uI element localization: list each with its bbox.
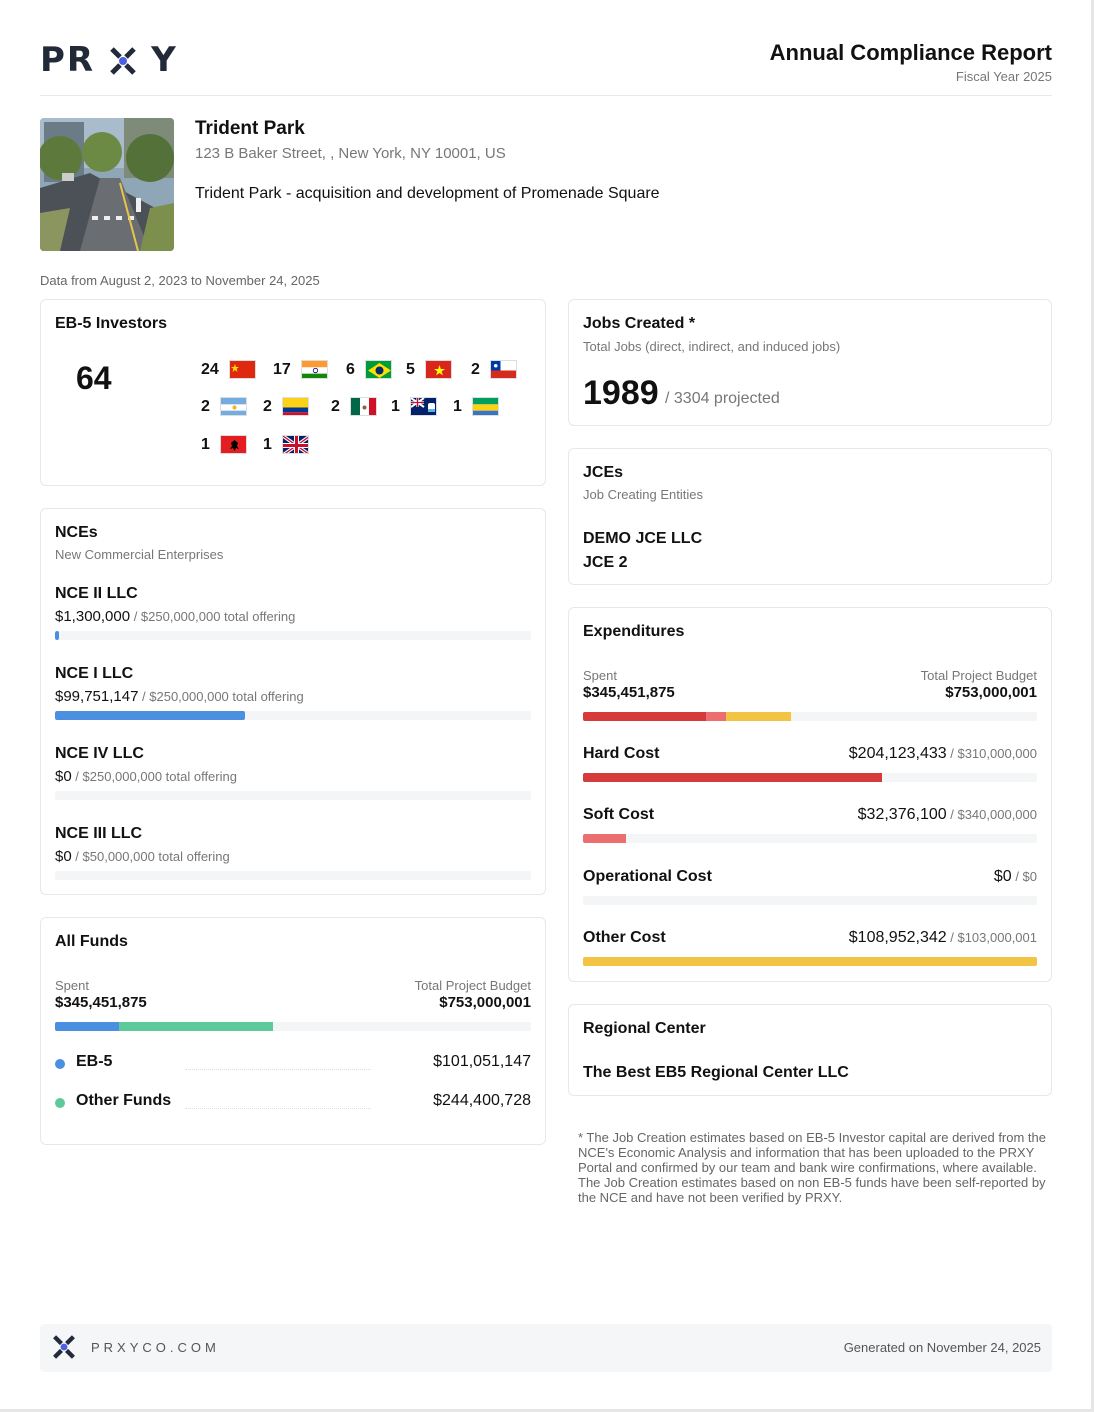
jces-title: JCEs xyxy=(583,464,624,481)
investor-count: 1 xyxy=(453,397,462,415)
gabon-flag xyxy=(472,397,499,416)
investor-country-item xyxy=(201,435,247,454)
brazil-flag xyxy=(365,360,392,379)
nce-amount-line xyxy=(55,688,304,705)
all-funds-progress-bar xyxy=(55,1022,531,1031)
project-description: Trident Park - acquisition and development of Promenade Square xyxy=(195,185,660,202)
cost-category-name: Hard Cost xyxy=(583,745,660,762)
fiscal-year: Fiscal Year 2025 xyxy=(955,69,1052,84)
nces-title: NCEs xyxy=(55,524,98,541)
funds-source-value: $244,400,728 xyxy=(433,1092,531,1109)
report-footer xyxy=(40,1324,1052,1372)
investor-count: 17 xyxy=(273,360,291,378)
legend-dot-icon xyxy=(55,1059,65,1069)
cost-value-line xyxy=(849,929,1037,947)
jobs-card xyxy=(568,299,1052,426)
all-funds-segment xyxy=(119,1022,274,1031)
albania-flag xyxy=(220,435,247,454)
jces-card xyxy=(568,448,1052,585)
investor-country-item xyxy=(453,397,499,416)
investor-count: 1 xyxy=(263,435,272,453)
nce-raised-amount: $0 xyxy=(55,768,72,785)
argentina-flag xyxy=(220,397,247,416)
expenditure-segment xyxy=(706,712,726,721)
expenditures-card xyxy=(568,607,1052,982)
cost-progress-fill xyxy=(583,834,626,843)
project-address: 123 B Baker Street, , New York, NY 10001, US xyxy=(195,145,506,162)
funds-source-value: $101,051,147 xyxy=(433,1053,531,1070)
investor-country-item xyxy=(263,397,309,416)
nce-progress-bar xyxy=(55,631,531,640)
nces-card xyxy=(40,508,546,895)
nce-progress-bar xyxy=(55,711,531,720)
nce-progress-fill xyxy=(55,631,59,640)
cost-spent-value: $108,952,342 xyxy=(848,929,947,946)
nce-raised-amount: $1,300,000 xyxy=(55,608,131,625)
legend-dotted-leader xyxy=(185,1108,371,1109)
nce-total-offering: / $250,000,000 total offering xyxy=(138,689,304,704)
vietnam-flag xyxy=(425,360,452,379)
footer-website-link[interactable]: PRXYCO.COM xyxy=(91,1340,220,1355)
legend-dot-icon xyxy=(55,1098,65,1108)
regional-center-card xyxy=(568,1004,1052,1096)
nces-subtitle: New Commercial Enterprises xyxy=(55,547,224,562)
funds-source-name: EB-5 xyxy=(76,1053,113,1070)
expenditure-segment xyxy=(583,712,706,721)
jobs-title: Jobs Created * xyxy=(583,315,696,332)
all-funds-title: All Funds xyxy=(55,933,128,950)
india-flag xyxy=(301,360,328,379)
investor-country-item xyxy=(471,360,517,379)
uk-flag xyxy=(282,435,309,454)
cost-value-line xyxy=(849,745,1037,763)
investor-country-item xyxy=(273,360,328,379)
cost-budget-value: / $0 xyxy=(1011,869,1037,884)
expenditure-segment xyxy=(726,712,792,721)
cost-budget-value: / $103,000,001 xyxy=(946,930,1037,945)
china-flag xyxy=(229,360,256,379)
data-range: Data from August 2, 2023 to November 24, 2025 xyxy=(40,273,320,288)
nce-total-offering: / $250,000,000 total offering xyxy=(130,609,296,624)
cost-category-name: Soft Cost xyxy=(583,806,655,823)
nce-progress-fill xyxy=(55,711,245,720)
all-funds-spent-label: Spent xyxy=(55,978,89,993)
jce-item: DEMO JCE LLC xyxy=(583,530,703,547)
cost-progress-bar xyxy=(583,834,1037,843)
logo-text-end: Y xyxy=(151,40,178,80)
project-summary xyxy=(40,118,1052,252)
nce-name: NCE II LLC xyxy=(55,585,138,602)
expenditures-title: Expenditures xyxy=(583,623,685,640)
investor-count: 2 xyxy=(263,397,272,415)
investor-count: 2 xyxy=(201,397,210,415)
cost-progress-bar xyxy=(583,773,1037,782)
jobs-projected: / 3304 projected xyxy=(665,390,780,407)
cost-progress-fill xyxy=(583,957,1037,966)
nce-progress-bar xyxy=(55,791,531,800)
funds-legend-row xyxy=(55,1053,531,1075)
investor-count: 2 xyxy=(331,397,340,415)
cost-spent-value: $32,376,100 xyxy=(857,806,947,823)
cost-category-name: Other Cost xyxy=(583,929,666,946)
expenditures-budget-value: $753,000,001 xyxy=(945,684,1037,701)
nce-amount-line xyxy=(55,848,230,865)
investor-count: 5 xyxy=(406,360,415,378)
jobs-created-count: 1989 xyxy=(583,374,659,412)
regional-center-title: Regional Center xyxy=(583,1020,706,1037)
nce-total-offering: / $250,000,000 total offering xyxy=(71,769,237,784)
cost-spent-value: $204,123,433 xyxy=(848,745,947,762)
investors-title: EB-5 Investors xyxy=(55,315,168,332)
nce-progress-bar xyxy=(55,871,531,880)
expenditures-spent-value: $345,451,875 xyxy=(583,684,675,701)
cost-value-line xyxy=(994,868,1037,886)
investors-total: 64 xyxy=(76,360,112,396)
investor-country-item xyxy=(406,360,452,379)
cost-progress-bar xyxy=(583,957,1037,966)
expenditures-budget-label: Total Project Budget xyxy=(920,668,1037,683)
nce-total-offering: / $50,000,000 total offering xyxy=(71,849,230,864)
cost-spent-value: $0 xyxy=(993,868,1012,885)
nce-amount-line xyxy=(55,768,237,785)
prxy-logo xyxy=(40,40,178,80)
cost-category-name: Operational Cost xyxy=(583,868,712,885)
all-funds-card xyxy=(40,917,546,1145)
all-funds-budget-label: Total Project Budget xyxy=(414,978,531,993)
investor-count: 6 xyxy=(346,360,355,378)
cost-budget-value: / $310,000,000 xyxy=(946,746,1037,761)
cost-progress-fill xyxy=(583,773,882,782)
investor-country-item xyxy=(346,360,392,379)
nce-amount-line xyxy=(55,608,295,625)
chile-flag xyxy=(490,360,517,379)
investor-count: 2 xyxy=(471,360,480,378)
funds-source-name: Other Funds xyxy=(76,1092,172,1109)
nce-name: NCE IV LLC xyxy=(55,745,144,762)
footer-logo-x-icon xyxy=(52,1334,76,1365)
all-funds-segment xyxy=(55,1022,119,1031)
cost-progress-bar xyxy=(583,896,1037,905)
nce-name: NCE III LLC xyxy=(55,825,143,842)
investor-country-item xyxy=(201,397,247,416)
project-photo xyxy=(40,118,174,251)
cost-budget-value: / $340,000,000 xyxy=(946,807,1037,822)
jces-subtitle: Job Creating Entities xyxy=(583,487,703,502)
investor-country-item xyxy=(331,397,377,416)
expenditures-spent-label: Spent xyxy=(583,668,617,683)
investor-country-item xyxy=(201,360,256,379)
logo-text-start: PR xyxy=(40,40,96,80)
all-funds-spent-value: $345,451,875 xyxy=(55,994,147,1011)
nce-raised-amount: $99,751,147 xyxy=(55,688,139,705)
investor-count: 1 xyxy=(391,397,400,415)
investor-count: 1 xyxy=(201,435,210,453)
jobs-subtitle: Total Jobs (direct, indirect, and induced jobs) xyxy=(583,339,841,354)
expenditures-progress-bar xyxy=(583,712,1037,721)
legend-dotted-leader xyxy=(185,1069,371,1070)
funds-legend-row xyxy=(55,1092,531,1114)
colombia-flag xyxy=(282,397,309,416)
footer-generated-date: Generated on November 24, 2025 xyxy=(843,1340,1041,1355)
report-header xyxy=(40,38,1052,96)
all-funds-budget-value: $753,000,001 xyxy=(439,994,531,1011)
investor-country-item xyxy=(391,397,437,416)
report-title: Annual Compliance Report xyxy=(769,40,1052,65)
investor-country-item xyxy=(263,435,309,454)
jce-item: JCE 2 xyxy=(583,554,628,571)
job-creation-footnote: * The Job Creation estimates based on EB-5 Investor capital are derived from the NCE's Economic Analysis and information that has been uploaded to the PRXY Portal and confirmed by our team and bank wire confirmations, where available. The Job Creation estimates based on non EB-5 funds have been self-reported by the NCE and have not been verified by PRXY. xyxy=(578,1130,1047,1205)
investors-card xyxy=(40,299,546,486)
nce-raised-amount: $0 xyxy=(55,848,72,865)
cost-value-line xyxy=(858,806,1037,824)
regional-center-name: The Best EB5 Regional Center LLC xyxy=(583,1064,849,1081)
project-name: Trident Park xyxy=(195,118,305,139)
mexico-flag xyxy=(350,397,377,416)
logo-x-icon xyxy=(109,45,137,75)
investor-count: 24 xyxy=(201,360,219,378)
anguilla-flag xyxy=(410,397,437,416)
nce-name: NCE I LLC xyxy=(55,665,134,682)
